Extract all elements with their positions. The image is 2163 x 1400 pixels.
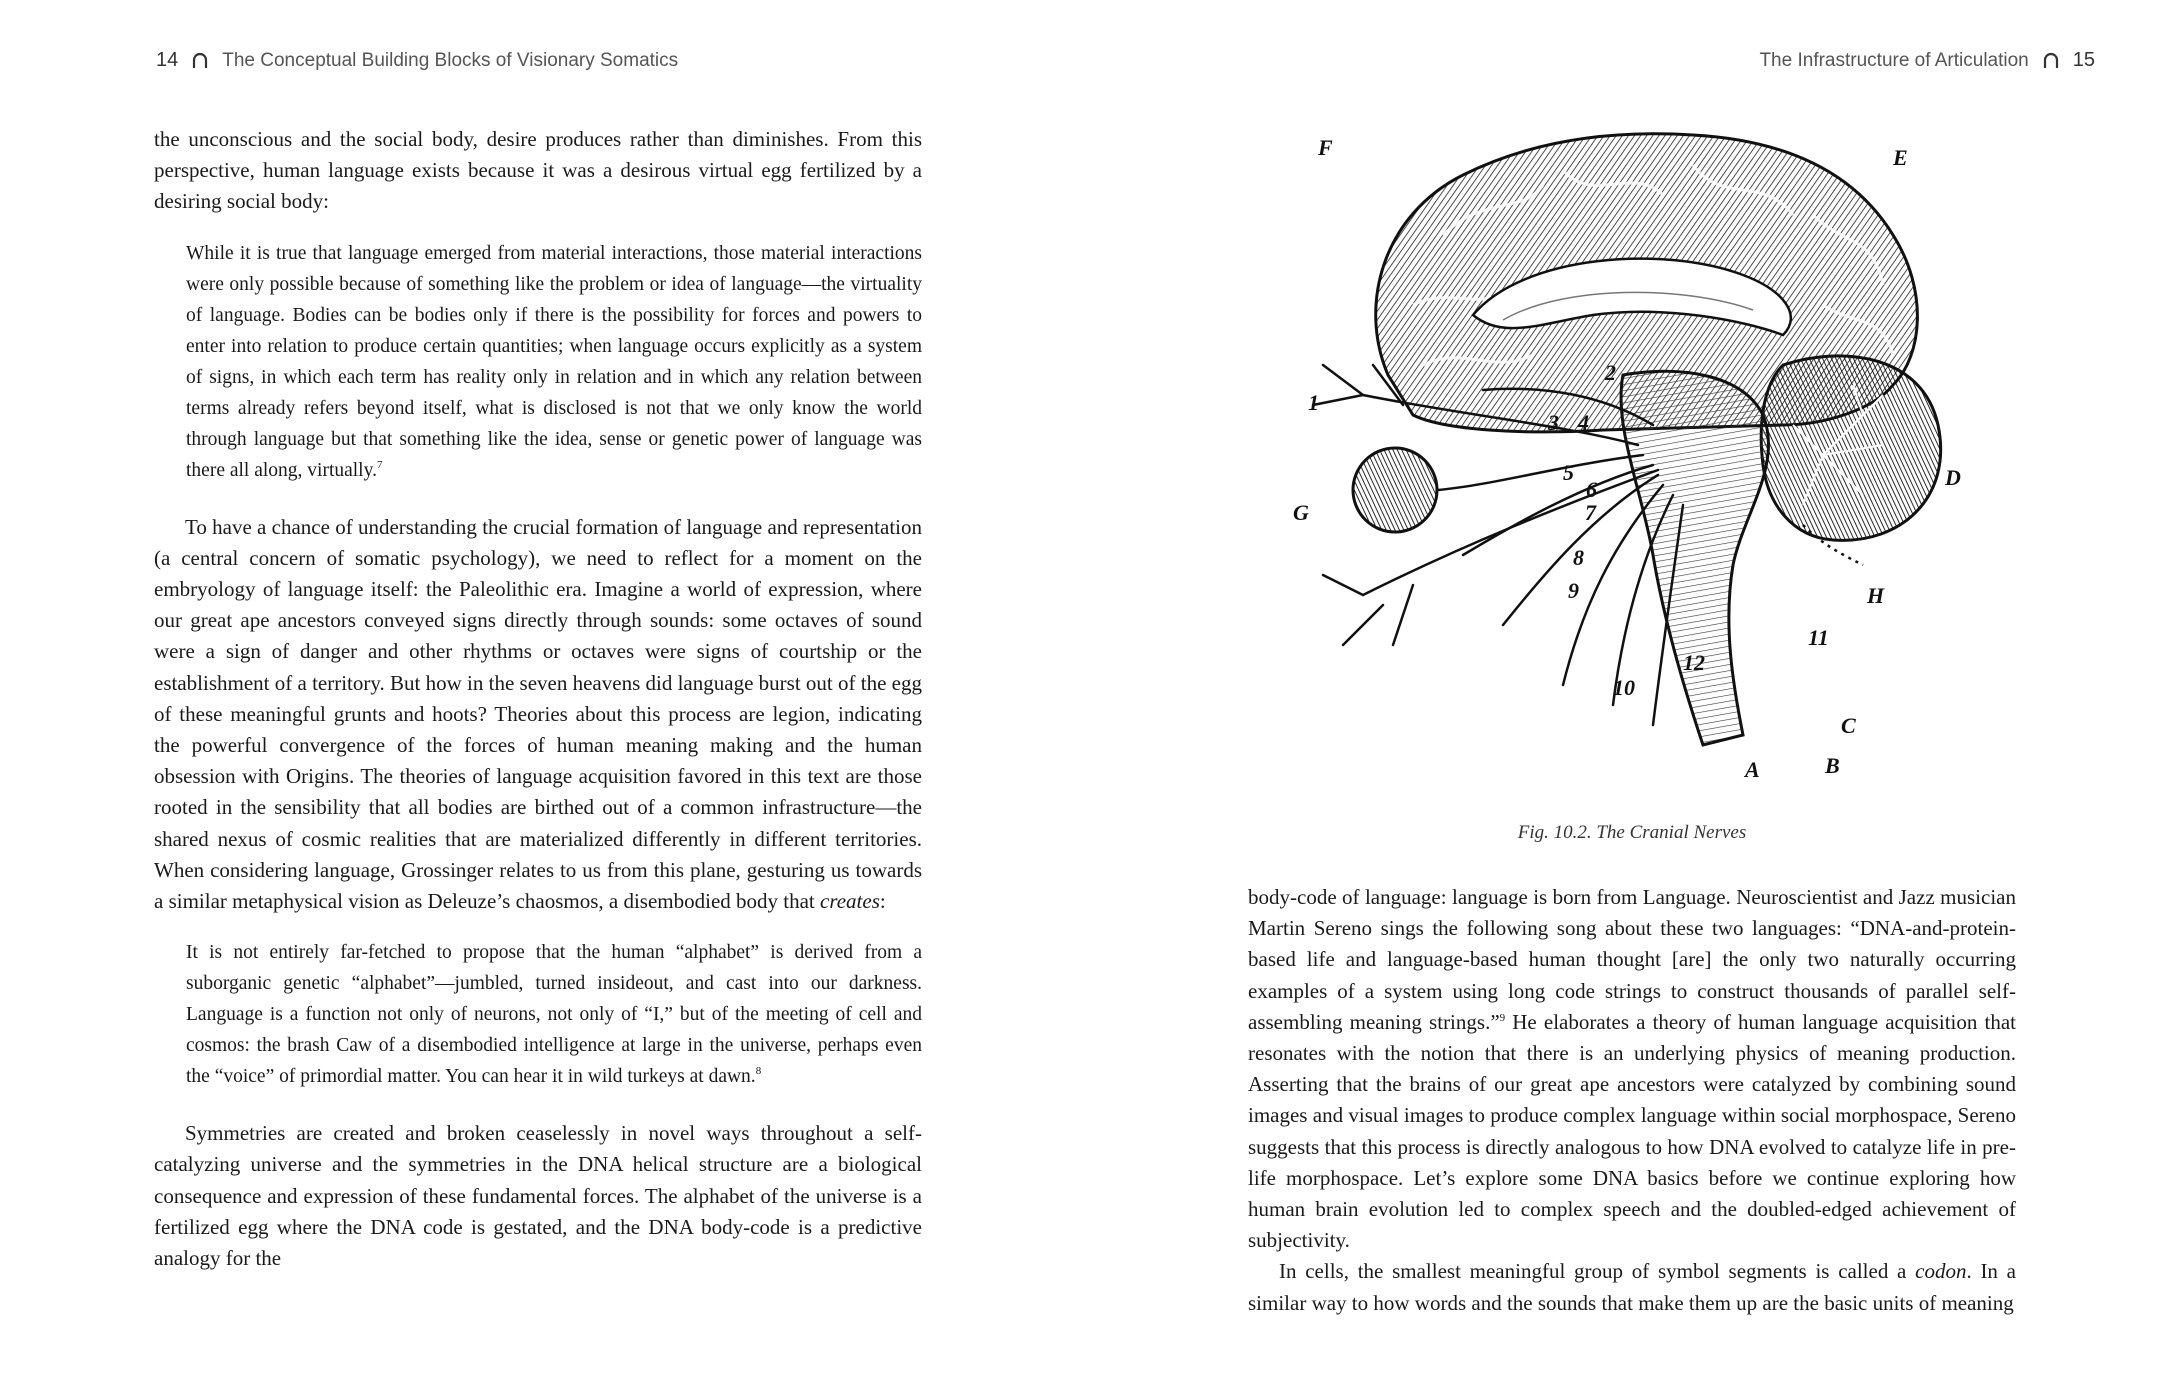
figure-label-5: 5 bbox=[1563, 460, 1574, 485]
right-folio: 15 bbox=[2072, 49, 2095, 71]
footnote-ref-8: 8 bbox=[755, 1065, 762, 1078]
figure-label-12: 12 bbox=[1683, 650, 1705, 675]
figure-label-6: 6 bbox=[1586, 477, 1597, 502]
figure-label-2: 2 bbox=[1605, 360, 1616, 385]
eyeball bbox=[1353, 448, 1437, 532]
arch-ornament-icon bbox=[190, 51, 210, 71]
right-paragraph-1 bbox=[1248, 882, 2016, 1256]
figure-label-C: C bbox=[1841, 713, 1856, 738]
right-paragraph-2-italic: codon bbox=[1915, 1259, 1967, 1284]
figure-label-11: 11 bbox=[1808, 625, 1829, 650]
figure-label-E: E bbox=[1893, 145, 1908, 170]
figure-label-3: 3 bbox=[1548, 410, 1559, 435]
block-quote-2 bbox=[186, 937, 922, 1092]
left-running-head-title: The Conceptual Building Blocks of Visionary Somatics bbox=[222, 49, 679, 71]
figure-label-9: 9 bbox=[1568, 578, 1579, 603]
right-page bbox=[1081, 0, 2163, 1400]
footnote-ref-9: 9 bbox=[1499, 1011, 1506, 1024]
left-paragraph-2-text: To have a chance of understanding the crucial formation of language and representation (a central concern of somatic psychology), we need to reflect for a moment on the embryology of language itself: the Paleolithic era. Imagine a world of expression, where our great ape ancestors conveyed signs directly through sounds: some octaves of sound were a sign of danger and other rhythms or octaves were signs of courtship or the establishment of a territory. But how in the seven heavens did language burst out of the egg of these meaningful grunts and hoots? Theories about this process are legion, indicating the powerful convergence of the forces of human meaning making and the human obsession with Origins. The theories of language acquisition favored in this text are those rooted in the sensibility that all bodies are birthed out of a common infrastructure—the shared nexus of cosmic realities that are materialized differently in different territories. When considering language, Grossinger relates to us from this plane, gesturing us towards a similar metaphysical vision as Deleuze’s chaosmos, a disembodied body that bbox=[154, 514, 922, 914]
right-running-head bbox=[1759, 49, 2095, 72]
figure-label-10: 10 bbox=[1613, 675, 1635, 700]
right-paragraph-2-text-b: . In a similar way to how words and the sounds that make them up are the basic units of meaning bbox=[1248, 1259, 2016, 1315]
left-folio: 14 bbox=[156, 49, 179, 71]
footnote-ref-7: 7 bbox=[376, 458, 383, 471]
figure-label-1: 1 bbox=[1308, 390, 1319, 415]
block-quote-1-text: While it is true that language emerged from material interactions, those material interactions were only possible because of something like the problem or idea of language—the virtuality of language. Bodies can be bodies only if there is the possibility for forces and powers to enter into relation to produce certain quantities; when language occurs explicitly as a system of signs, in which each term has reality only in relation and in which any relation between terms already refers beyond itself, what is disclosed is not that we only know the world through language but that something like the idea, sense or genetic power of language was there all along, virtually. bbox=[186, 242, 922, 481]
figure-label-G: G bbox=[1293, 500, 1309, 525]
block-quote-2-text: It is not entirely far-fetched to propose that the human “alphabet” is derived from a suborganic genetic “alphabet”—jumbled, turned insideout, and cast into our darkness. Language is a function not only of neurons, not only of “I,” but of the meeting of cell and cosmos: the brash Caw of a disembodied intelligence at large in the universe, perhaps even the “voice” of primordial matter. You can hear it in wild turkeys at dawn. bbox=[186, 942, 922, 1088]
right-paragraph-1-text-a: body-code of language: language is born from Language. Neuroscientist and Jazz musician Martin Sereno sings the following song about these two languages: “DNA-and-protein-based life and language-based human thought [are] the only two naturally occurring examples of a system using long code strings to construct thousands of parallel self-assembling meaning strings.” bbox=[1248, 885, 2016, 1034]
arch-ornament-icon bbox=[2041, 51, 2061, 71]
figure-label-D: D bbox=[1945, 465, 1961, 490]
left-paragraph-2-italic: creates bbox=[820, 889, 880, 914]
cranial-nerves-figure bbox=[1263, 125, 2003, 785]
figure-label-4: 4 bbox=[1578, 410, 1589, 435]
figure-label-H: H bbox=[1867, 583, 1885, 608]
left-page bbox=[0, 0, 1081, 1400]
right-body-text bbox=[1248, 882, 2016, 1319]
right-paragraph-1-text-b: He elaborates a theory of human language acquisition that resonates with the notion that there is an underlying physics of meaning production. Asserting that the brains of our great ape ancestors were catalyzed by combining sound images and visual images to produce complex language within social morphospace, Sereno suggests that this process is directly analogous to how DNA evolved to catalyze life in pre-life morphospace. Let’s explore some DNA basics before we continue exploring how human brain evolution led to complex speech and the doubled-edged achievement of subjectivity. bbox=[1248, 1009, 2016, 1253]
left-paragraph-2 bbox=[154, 512, 922, 918]
figure-label-7: 7 bbox=[1585, 500, 1596, 525]
figure-label-8: 8 bbox=[1573, 545, 1584, 570]
cerebellum bbox=[1761, 356, 1940, 540]
block-quote-1 bbox=[186, 238, 922, 486]
left-running-head bbox=[156, 49, 678, 72]
figure-caption: Fig. 10.2. The Cranial Nerves bbox=[1517, 822, 1747, 843]
left-paragraph-3: Symmetries are created and broken ceaselessly in novel ways throughout a self-catalyzing universe and the symmetries in the DNA helical structure are a biological consequence and expression of these fundamental forces. The alphabet of the universe is a fertilized egg where the DNA code is gestated, and the DNA body-code is a predictive analogy for the bbox=[154, 1121, 922, 1271]
figure-label-A: A bbox=[1745, 757, 1760, 782]
left-body-text bbox=[154, 124, 922, 1274]
brainstem bbox=[1621, 371, 1769, 745]
figure-label-B: B bbox=[1825, 753, 1840, 778]
brain-engraving-illustration bbox=[1263, 125, 2003, 785]
right-paragraph-2 bbox=[1248, 1256, 2016, 1318]
figure-label-F: F bbox=[1318, 135, 1333, 160]
left-paragraph-2-end: : bbox=[879, 889, 886, 914]
right-running-head-title: The Infrastructure of Articulation bbox=[1759, 49, 2029, 71]
left-paragraph-1: the unconscious and the social body, desire produces rather than diminishes. From this perspective, human language exists because it was a desirous virtual egg fertilized by a desiring social body: bbox=[154, 127, 922, 214]
right-paragraph-2-text-a: In cells, the smallest meaningful group of symbol segments is called a bbox=[1279, 1259, 1916, 1284]
